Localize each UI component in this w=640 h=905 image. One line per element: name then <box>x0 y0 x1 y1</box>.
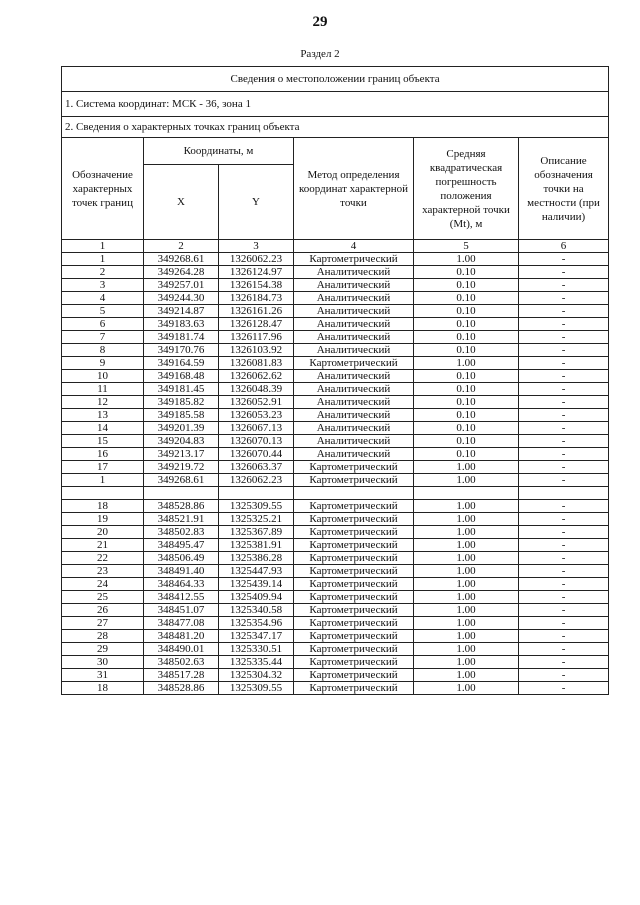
table-row <box>62 565 609 578</box>
x-coordinate-cell: 349268.61 <box>144 474 219 487</box>
column-number: 3 <box>219 240 294 253</box>
x-coordinate-cell: 348506.49 <box>144 552 219 565</box>
point-number-cell: 14 <box>62 422 144 435</box>
x-coordinate-cell: 349213.17 <box>144 448 219 461</box>
column-numbers-row <box>62 240 609 253</box>
accuracy-cell: 0.10 <box>414 448 519 461</box>
table-row <box>62 500 609 513</box>
y-coordinate-cell: 1326070.44 <box>219 448 294 461</box>
y-coordinate-cell: 1326128.47 <box>219 318 294 331</box>
description-cell: - <box>519 461 609 474</box>
method-cell: Аналитический <box>294 266 414 279</box>
accuracy-cell: 1.00 <box>414 539 519 552</box>
empty-cell <box>144 487 219 500</box>
description-cell: - <box>519 539 609 552</box>
page-number: 29 <box>312 14 328 30</box>
x-coordinate-cell: 348464.33 <box>144 578 219 591</box>
table-row <box>62 253 609 266</box>
description-cell: - <box>519 370 609 383</box>
accuracy-cell: 1.00 <box>414 253 519 266</box>
method-cell: Аналитический <box>294 331 414 344</box>
accuracy-cell: 0.10 <box>414 396 519 409</box>
accuracy-cell: 0.10 <box>414 279 519 292</box>
y-coordinate-cell: 1326062.23 <box>219 474 294 487</box>
y-coordinate-cell: 1326154.38 <box>219 279 294 292</box>
description-cell: - <box>519 344 609 357</box>
x-coordinate-cell: 348495.47 <box>144 539 219 552</box>
y-coordinate-cell: 1326081.83 <box>219 357 294 370</box>
point-number-cell: 10 <box>62 370 144 383</box>
y-coordinate-cell: 1326103.92 <box>219 344 294 357</box>
header-description: Описание обозначения точки на местности (при наличии) <box>519 138 609 240</box>
point-number-cell: 23 <box>62 565 144 578</box>
accuracy-cell: 0.10 <box>414 331 519 344</box>
x-coordinate-cell: 349264.28 <box>144 266 219 279</box>
x-coordinate-cell: 349214.87 <box>144 305 219 318</box>
header-accuracy: Средняя квадратическая погрешность положения характерной точки (Mt), м <box>414 138 519 240</box>
table-row <box>62 357 609 370</box>
y-coordinate-cell: 1325439.14 <box>219 578 294 591</box>
point-number-cell: 3 <box>62 279 144 292</box>
accuracy-cell: 1.00 <box>414 526 519 539</box>
description-cell: - <box>519 279 609 292</box>
accuracy-cell: 1.00 <box>414 630 519 643</box>
x-coordinate-cell: 348490.01 <box>144 643 219 656</box>
method-cell: Картометрический <box>294 682 414 695</box>
accuracy-cell: 1.00 <box>414 357 519 370</box>
y-coordinate-cell: 1325367.89 <box>219 526 294 539</box>
accuracy-cell: 0.10 <box>414 435 519 448</box>
table-row <box>62 318 609 331</box>
accuracy-cell: 0.10 <box>414 422 519 435</box>
y-coordinate-cell: 1325330.51 <box>219 643 294 656</box>
point-number-cell: 5 <box>62 305 144 318</box>
y-coordinate-cell: 1325381.91 <box>219 539 294 552</box>
accuracy-cell: 1.00 <box>414 682 519 695</box>
empty-cell <box>414 487 519 500</box>
point-number-cell: 31 <box>62 669 144 682</box>
method-cell: Картометрический <box>294 552 414 565</box>
table-row <box>62 591 609 604</box>
description-cell: - <box>519 435 609 448</box>
method-cell: Аналитический <box>294 318 414 331</box>
method-cell: Аналитический <box>294 305 414 318</box>
x-coordinate-cell: 349244.30 <box>144 292 219 305</box>
table-row <box>62 474 609 487</box>
method-cell: Картометрический <box>294 461 414 474</box>
table-row <box>62 539 609 552</box>
description-cell: - <box>519 474 609 487</box>
point-number-cell: 13 <box>62 409 144 422</box>
accuracy-cell: 1.00 <box>414 617 519 630</box>
accuracy-cell: 0.10 <box>414 370 519 383</box>
x-coordinate-cell: 349181.74 <box>144 331 219 344</box>
accuracy-cell: 1.00 <box>414 474 519 487</box>
description-cell: - <box>519 526 609 539</box>
point-number-cell: 17 <box>62 461 144 474</box>
empty-cell <box>62 487 144 500</box>
y-coordinate-cell: 1326067.13 <box>219 422 294 435</box>
accuracy-cell: 1.00 <box>414 669 519 682</box>
y-coordinate-cell: 1325354.96 <box>219 617 294 630</box>
table-row <box>62 383 609 396</box>
description-cell: - <box>519 617 609 630</box>
description-cell: - <box>519 643 609 656</box>
description-cell: - <box>519 422 609 435</box>
description-cell: - <box>519 669 609 682</box>
description-cell: - <box>519 396 609 409</box>
header-x: X <box>144 165 219 240</box>
column-number: 2 <box>144 240 219 253</box>
accuracy-cell: 1.00 <box>414 578 519 591</box>
table-row <box>62 643 609 656</box>
point-number-cell: 1 <box>62 474 144 487</box>
point-number-cell: 6 <box>62 318 144 331</box>
x-coordinate-cell: 349181.45 <box>144 383 219 396</box>
description-cell: - <box>519 331 609 344</box>
accuracy-cell: 1.00 <box>414 461 519 474</box>
accuracy-cell: 0.10 <box>414 409 519 422</box>
method-cell: Картометрический <box>294 669 414 682</box>
y-coordinate-cell: 1325447.93 <box>219 565 294 578</box>
x-coordinate-cell: 349183.63 <box>144 318 219 331</box>
method-cell: Картометрический <box>294 565 414 578</box>
y-coordinate-cell: 1326062.62 <box>219 370 294 383</box>
x-coordinate-cell: 349201.39 <box>144 422 219 435</box>
accuracy-cell: 0.10 <box>414 318 519 331</box>
point-number-cell: 26 <box>62 604 144 617</box>
x-coordinate-cell: 348528.86 <box>144 682 219 695</box>
description-cell: - <box>519 253 609 266</box>
y-coordinate-cell: 1326161.26 <box>219 305 294 318</box>
description-cell: - <box>519 513 609 526</box>
table-row <box>62 682 609 695</box>
header-coordinates: Координаты, м <box>144 138 294 165</box>
x-coordinate-cell: 348502.83 <box>144 526 219 539</box>
x-coordinate-cell: 348521.91 <box>144 513 219 526</box>
header-y: Y <box>219 165 294 240</box>
method-cell: Аналитический <box>294 422 414 435</box>
accuracy-cell: 1.00 <box>414 565 519 578</box>
y-coordinate-cell: 1325309.55 <box>219 682 294 695</box>
point-number-cell: 18 <box>62 500 144 513</box>
accuracy-cell: 1.00 <box>414 552 519 565</box>
point-number-cell: 16 <box>62 448 144 461</box>
column-number: 6 <box>519 240 609 253</box>
table-row <box>62 552 609 565</box>
empty-cell <box>294 487 414 500</box>
method-cell: Аналитический <box>294 383 414 396</box>
x-coordinate-cell: 349170.76 <box>144 344 219 357</box>
method-cell: Картометрический <box>294 643 414 656</box>
accuracy-cell: 0.10 <box>414 305 519 318</box>
description-cell: - <box>519 604 609 617</box>
accuracy-cell: 1.00 <box>414 656 519 669</box>
empty-cell <box>519 487 609 500</box>
point-number-cell: 11 <box>62 383 144 396</box>
method-cell: Аналитический <box>294 279 414 292</box>
accuracy-cell: 1.00 <box>414 591 519 604</box>
x-coordinate-cell: 348491.40 <box>144 565 219 578</box>
accuracy-cell: 0.10 <box>414 383 519 396</box>
point-number-cell: 19 <box>62 513 144 526</box>
table-row <box>62 526 609 539</box>
method-cell: Аналитический <box>294 435 414 448</box>
header-designation: Обозначение характерных точек границ <box>62 138 144 240</box>
point-number-cell: 7 <box>62 331 144 344</box>
method-cell: Картометрический <box>294 539 414 552</box>
accuracy-cell: 0.10 <box>414 344 519 357</box>
table-row <box>62 305 609 318</box>
table-row <box>62 630 609 643</box>
column-number: 1 <box>62 240 144 253</box>
x-coordinate-cell: 348412.55 <box>144 591 219 604</box>
x-coordinate-cell: 348517.28 <box>144 669 219 682</box>
description-cell: - <box>519 292 609 305</box>
description-cell: - <box>519 500 609 513</box>
y-coordinate-cell: 1326070.13 <box>219 435 294 448</box>
table-row <box>62 344 609 357</box>
method-cell: Картометрический <box>294 526 414 539</box>
point-number-cell: 28 <box>62 630 144 643</box>
method-cell: Картометрический <box>294 591 414 604</box>
method-cell: Картометрический <box>294 513 414 526</box>
description-cell: - <box>519 305 609 318</box>
x-coordinate-cell: 348502.63 <box>144 656 219 669</box>
method-cell: Картометрический <box>294 578 414 591</box>
table-row <box>62 279 609 292</box>
x-coordinate-cell: 349185.58 <box>144 409 219 422</box>
table-row <box>62 656 609 669</box>
description-cell: - <box>519 266 609 279</box>
accuracy-cell: 1.00 <box>414 513 519 526</box>
method-cell: Картометрический <box>294 474 414 487</box>
column-number: 4 <box>294 240 414 253</box>
description-cell: - <box>519 409 609 422</box>
table-row <box>62 604 609 617</box>
x-coordinate-cell: 349204.83 <box>144 435 219 448</box>
coordinate-system: 1. Система координат: МСК - 36, зона 1 <box>62 92 609 117</box>
table-row <box>62 461 609 474</box>
x-coordinate-cell: 348528.86 <box>144 500 219 513</box>
x-coordinate-cell: 348477.08 <box>144 617 219 630</box>
table-row <box>62 396 609 409</box>
table-row <box>62 266 609 279</box>
point-number-cell: 4 <box>62 292 144 305</box>
description-cell: - <box>519 656 609 669</box>
y-coordinate-cell: 1326063.37 <box>219 461 294 474</box>
table-row <box>62 617 609 630</box>
x-coordinate-cell: 349164.59 <box>144 357 219 370</box>
accuracy-cell: 0.10 <box>414 266 519 279</box>
point-number-cell: 27 <box>62 617 144 630</box>
y-coordinate-cell: 1326053.23 <box>219 409 294 422</box>
table-title: Сведения о местоположении границ объекта <box>62 67 609 92</box>
description-cell: - <box>519 383 609 396</box>
description-cell: - <box>519 552 609 565</box>
y-coordinate-cell: 1326052.91 <box>219 396 294 409</box>
method-cell: Картометрический <box>294 357 414 370</box>
method-cell: Картометрический <box>294 656 414 669</box>
point-number-cell: 21 <box>62 539 144 552</box>
points-section-title: 2. Сведения о характерных точках границ объекта <box>62 117 609 138</box>
table-row <box>62 331 609 344</box>
section-label: Раздел 2 <box>300 48 340 60</box>
table-row <box>62 422 609 435</box>
method-cell: Картометрический <box>294 500 414 513</box>
method-cell: Аналитический <box>294 292 414 305</box>
table-row <box>62 435 609 448</box>
y-coordinate-cell: 1326062.23 <box>219 253 294 266</box>
y-coordinate-cell: 1325335.44 <box>219 656 294 669</box>
point-number-cell: 9 <box>62 357 144 370</box>
column-number: 5 <box>414 240 519 253</box>
empty-cell <box>219 487 294 500</box>
description-cell: - <box>519 630 609 643</box>
y-coordinate-cell: 1325325.21 <box>219 513 294 526</box>
point-number-cell: 30 <box>62 656 144 669</box>
table-row <box>62 292 609 305</box>
description-cell: - <box>519 591 609 604</box>
x-coordinate-cell: 348481.20 <box>144 630 219 643</box>
header-method: Метод определения координат характерной точки <box>294 138 414 240</box>
point-number-cell: 1 <box>62 253 144 266</box>
method-cell: Картометрический <box>294 604 414 617</box>
y-coordinate-cell: 1325340.58 <box>219 604 294 617</box>
y-coordinate-cell: 1325347.17 <box>219 630 294 643</box>
description-cell: - <box>519 448 609 461</box>
table-row <box>62 409 609 422</box>
point-number-cell: 15 <box>62 435 144 448</box>
point-number-cell: 18 <box>62 682 144 695</box>
x-coordinate-cell: 348451.07 <box>144 604 219 617</box>
point-number-cell: 29 <box>62 643 144 656</box>
table-row <box>62 448 609 461</box>
description-cell: - <box>519 578 609 591</box>
y-coordinate-cell: 1326124.97 <box>219 266 294 279</box>
method-cell: Аналитический <box>294 448 414 461</box>
accuracy-cell: 1.00 <box>414 604 519 617</box>
accuracy-cell: 1.00 <box>414 500 519 513</box>
point-number-cell: 25 <box>62 591 144 604</box>
y-coordinate-cell: 1325309.55 <box>219 500 294 513</box>
description-cell: - <box>519 565 609 578</box>
point-number-cell: 12 <box>62 396 144 409</box>
method-cell: Картометрический <box>294 630 414 643</box>
method-cell: Аналитический <box>294 370 414 383</box>
x-coordinate-cell: 349268.61 <box>144 253 219 266</box>
table-row <box>62 578 609 591</box>
description-cell: - <box>519 682 609 695</box>
group-separator-row <box>62 487 609 500</box>
x-coordinate-cell: 349257.01 <box>144 279 219 292</box>
point-number-cell: 2 <box>62 266 144 279</box>
y-coordinate-cell: 1326184.73 <box>219 292 294 305</box>
y-coordinate-cell: 1326048.39 <box>219 383 294 396</box>
boundary-points-table <box>61 66 609 695</box>
method-cell: Картометрический <box>294 253 414 266</box>
table-row <box>62 513 609 526</box>
point-number-cell: 20 <box>62 526 144 539</box>
x-coordinate-cell: 349219.72 <box>144 461 219 474</box>
table-row <box>62 669 609 682</box>
accuracy-cell: 0.10 <box>414 292 519 305</box>
method-cell: Аналитический <box>294 409 414 422</box>
point-number-cell: 22 <box>62 552 144 565</box>
point-number-cell: 24 <box>62 578 144 591</box>
description-cell: - <box>519 318 609 331</box>
method-cell: Картометрический <box>294 617 414 630</box>
method-cell: Аналитический <box>294 396 414 409</box>
description-cell: - <box>519 357 609 370</box>
table-row <box>62 370 609 383</box>
method-cell: Аналитический <box>294 344 414 357</box>
point-number-cell: 8 <box>62 344 144 357</box>
y-coordinate-cell: 1325304.32 <box>219 669 294 682</box>
x-coordinate-cell: 349168.48 <box>144 370 219 383</box>
y-coordinate-cell: 1325386.28 <box>219 552 294 565</box>
x-coordinate-cell: 349185.82 <box>144 396 219 409</box>
accuracy-cell: 1.00 <box>414 643 519 656</box>
y-coordinate-cell: 1326117.96 <box>219 331 294 344</box>
y-coordinate-cell: 1325409.94 <box>219 591 294 604</box>
